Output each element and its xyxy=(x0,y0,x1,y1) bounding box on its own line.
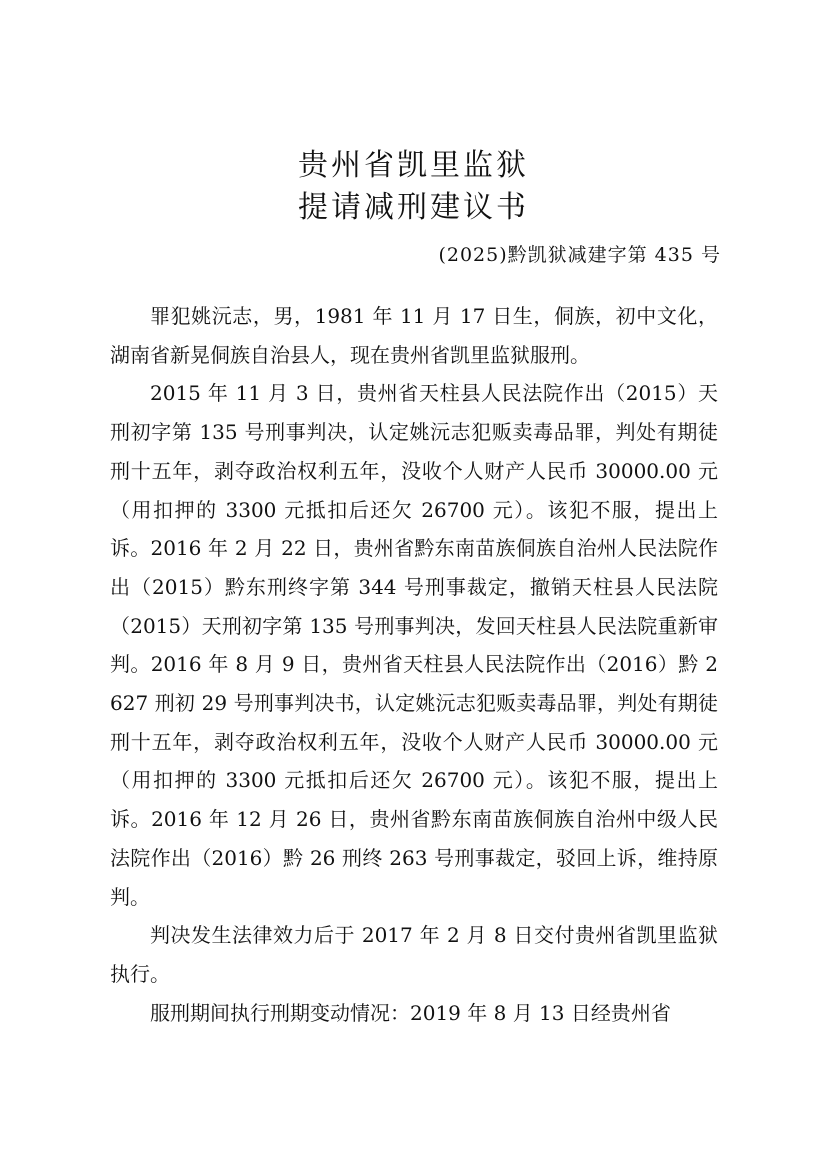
document-number: (2025)黔凯狱减建字第 435 号 xyxy=(438,244,721,266)
paragraph-court-rulings: 2015 年 11 月 3 日，贵州省天柱县人民法院作出（2015）天刑初字第 135 号刑事判决，认定姚沅志犯贩卖毒品罪，判处有期徒刑十五年，剥夺政治权利五年，没收个人财产人民币 30000.00 元（用扣押的 3300 元抵扣后还欠 26700 元）。该犯不服，提出上诉。2016 年 2 月 22 日，贵州省黔东南苗族侗族自治州人民法院作出（2015）黔东刑终字第 344 号刑事裁定，撤销天柱县人民法院（2015）天刑初字第 135 号刑事判决，发回天柱县人民法院重新审判。2016 年 8 月 9 日，贵州省天柱县人民法院作出（2016）黔 2627 刑初 29 号刑事判决书，认定姚沅志犯贩卖毒品罪，判处有期徒刑十五年，剥夺政治权利五年，没收个人财产人民币 30000.00 元（用扣押的 3300 元抵扣后还欠 26700 元）。该犯不服，提出上诉。2016 年 12 月 26 日，贵州省黔东南苗族侗族自治州中级人民法院作出（2016）黔 26 刑终 263 号刑事裁定，驳回上诉，维持原判。 xyxy=(110,381,718,909)
document-title-line-1: 贵州省凯里监狱 xyxy=(298,148,529,183)
paragraph-sentence-changes: 服刑期间执行刑期变动情况：2019 年 8 月 13 日经贵州省 xyxy=(150,1000,671,1025)
document-title-line-2: 提请减刑建议书 xyxy=(298,190,529,225)
document-body xyxy=(110,297,718,1032)
paragraph-execution: 判决发生法律效力后于 2017 年 2 月 8 日交付贵州省凯里监狱执行。 xyxy=(110,923,718,986)
paragraph-criminal-info: 罪犯姚沅志，男，1981 年 11 月 17 日生，侗族，初中文化，湖南省新晃侗族自治县人，现在贵州省凯里监狱服刑。 xyxy=(110,304,718,367)
